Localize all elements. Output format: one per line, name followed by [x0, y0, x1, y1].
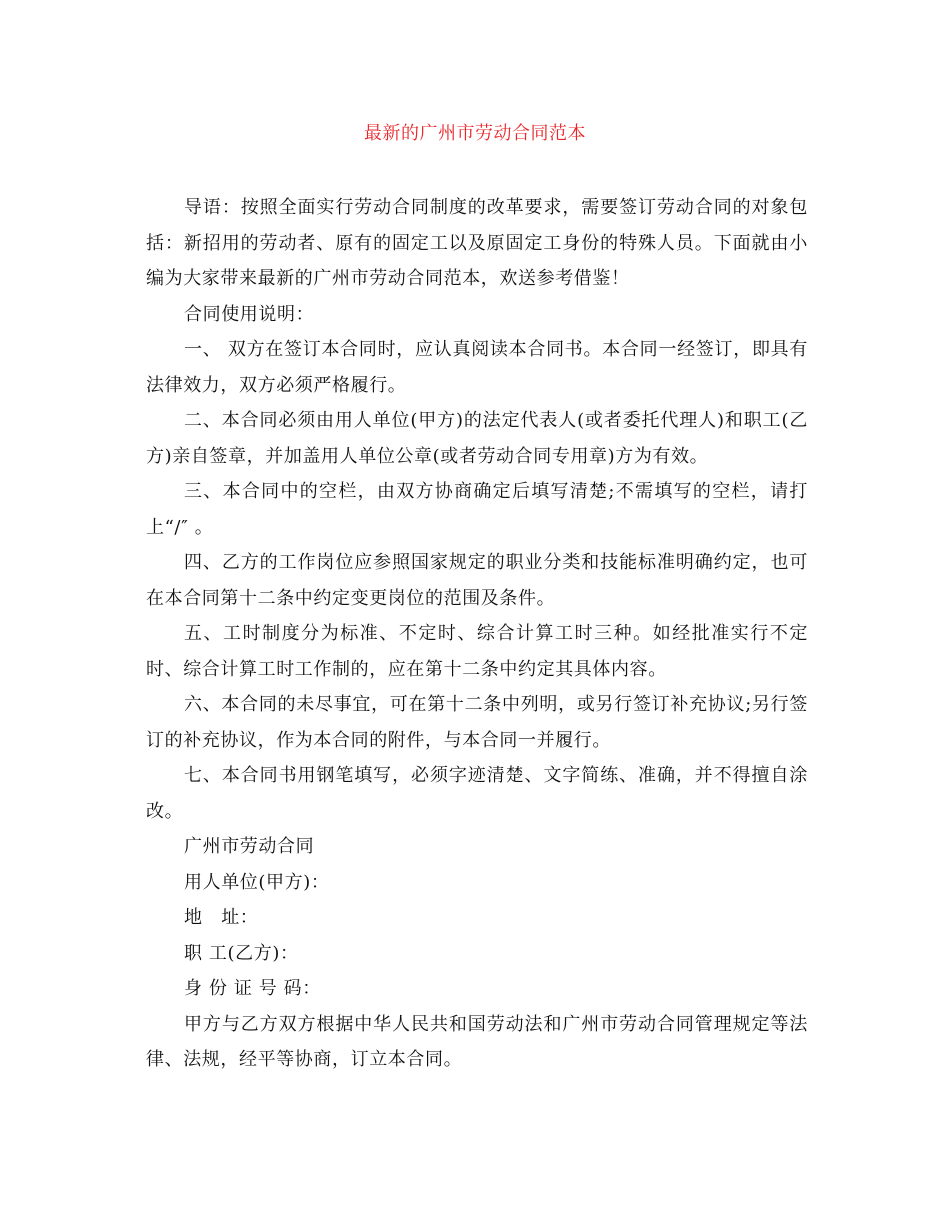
- usage-item-2: [146, 403, 808, 474]
- address-field-label: 地 址：: [184, 907, 259, 928]
- closing-line: 律、法规，经平等协商，订立本合同。: [146, 1049, 463, 1070]
- usage-item-4: [146, 545, 808, 616]
- intro-line: 括：新招用的劳动者、原有的固定工以及原固定工身份的特殊人员。下面就由小: [146, 232, 808, 254]
- item-line: 订的补充协议，作为本合同的附件，与本合同一并履行。: [146, 729, 611, 751]
- item-line: 三、本合同中的空栏，由双方协商确定后填写清楚;不需填写的空栏，请打: [184, 481, 808, 502]
- intro-line: 编为大家带来最新的广州市劳动合同范本，欢送参考借鉴！: [146, 268, 630, 289]
- item-line: 在本合同第十二条中约定变更岗位的范围及条件。: [146, 587, 556, 609]
- usage-item-7: [146, 758, 808, 829]
- item-line: 六、本合同的未尽事宜，可在第十二条中列明，或另行签订补充协议;另行签: [184, 694, 808, 715]
- page-title: 最新的广州市劳动合同范本: [364, 123, 586, 144]
- item-line: 二、本合同必须由用人单位(甲方)的法定代表人(或者委托代理人)和职工(乙: [184, 410, 808, 431]
- closing-paragraph: [146, 1007, 808, 1078]
- item-line: 时、综合计算工时工作制的，应在第十二条中约定其具体内容。: [146, 658, 667, 680]
- item-line: 七、本合同书用钢笔填写，必须字迹清楚、文字简练、准确，并不得擅自涂: [184, 765, 808, 786]
- item-line: 四、乙方的工作岗位应参照国家规定的职业分类和技能标准明确约定，也可: [184, 552, 808, 573]
- usage-item-1: [146, 332, 808, 403]
- item-line: 法律效力，双方必须严格履行。: [146, 374, 407, 396]
- usage-heading: 合同使用说明：: [184, 303, 315, 325]
- contract-heading: 广州市劳动合同: [184, 836, 315, 857]
- item-line: 改。: [146, 800, 184, 822]
- document-body: [146, 190, 808, 1078]
- intro-paragraph: [146, 190, 808, 297]
- employee-field-label: 职 工(乙方)：: [184, 942, 299, 964]
- usage-item-3: [146, 474, 808, 545]
- item-line: 五、工时制度分为标准、不定时、综合计算工时三种。如经批准实行不定: [184, 623, 808, 644]
- item-line: 一、 双方在签订本合同时，应认真阅读本合同书。本合同一经签订，即具有: [184, 339, 808, 360]
- employer-field-label: 用人单位(甲方)：: [184, 871, 330, 893]
- item-line: 方)亲自签章，并加盖用人单位公章(或者劳动合同专用章)方为有效。: [146, 445, 709, 467]
- usage-item-5: [146, 616, 808, 687]
- id-number-field-label: 身 份 证 号 码：: [184, 978, 321, 999]
- closing-line: 甲方与乙方双方根据中华人民共和国劳动法和广州市劳动合同管理规定等法: [184, 1013, 808, 1035]
- item-line: 上“/″ 。: [146, 516, 214, 538]
- intro-line: 导语：按照全面实行劳动合同制度的改革要求，需要签订劳动合同的对象包: [184, 197, 808, 218]
- usage-item-6: [146, 687, 808, 758]
